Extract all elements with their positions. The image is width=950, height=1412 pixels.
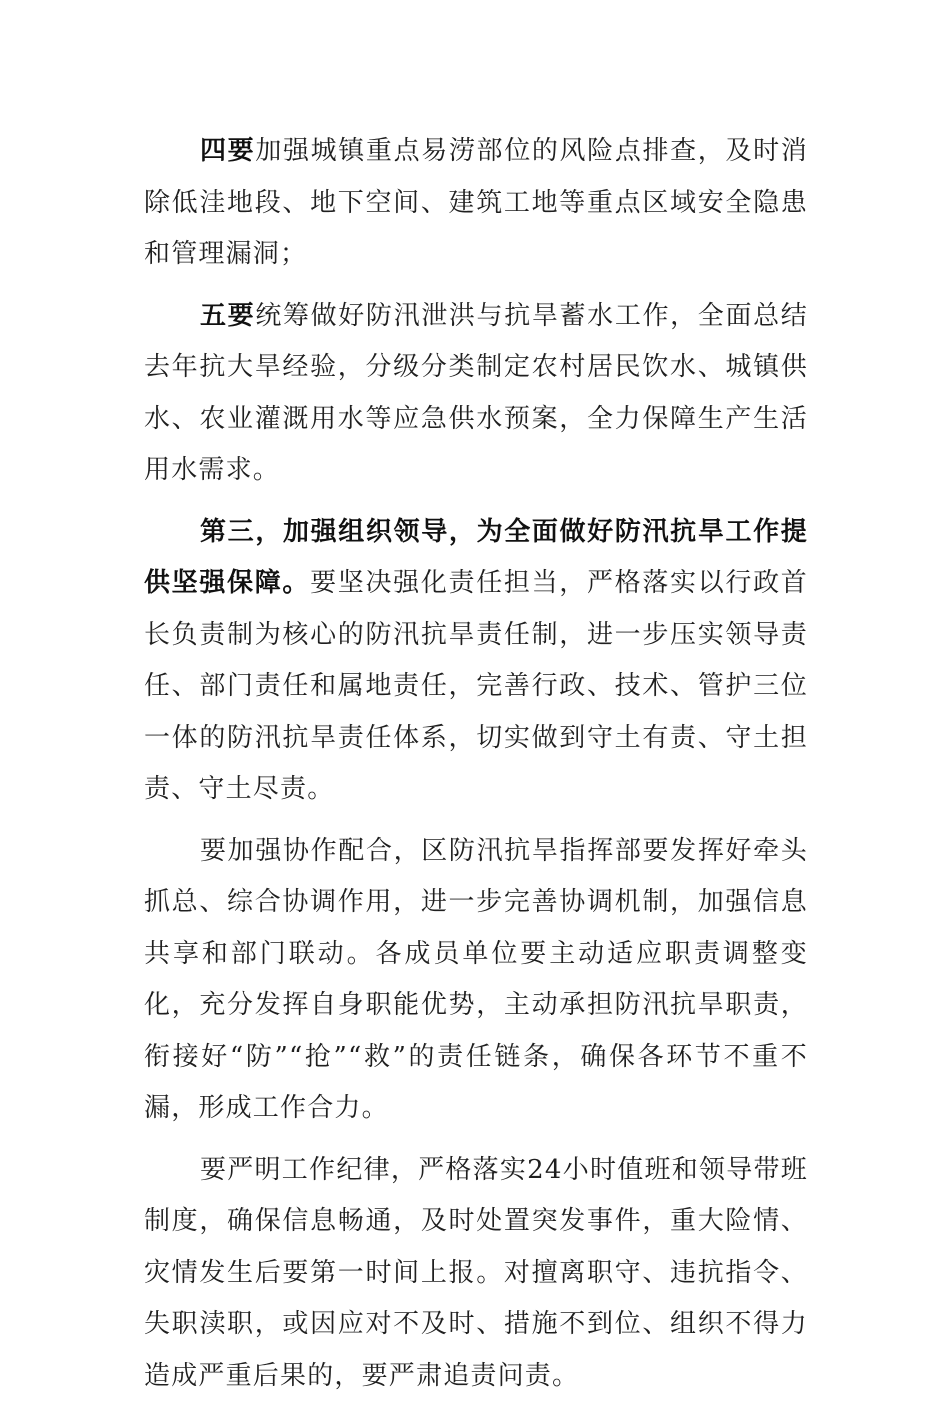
section-heading: 第三，加强组织领导，为全面做好防汛抗旱工作提供坚强保障。 bbox=[144, 516, 808, 598]
paragraph-text: 要坚决强化责任担当，严格落实以行政首长负责制为核心的防汛抗旱责任制，进一步压实领导责任、部门责任和属地责任，完善行政、技术、管护三位一体的防汛抗旱责任体系，切实做到守土有责、守土担责、守土尽责。 bbox=[144, 568, 808, 804]
paragraph-section-three bbox=[144, 507, 808, 816]
paragraph-text: 要严明工作纪律，严格落实24小时值班和领导带班制度，确保信息畅通，及时处置突发事件，重大险情、灾情发生后要第一时间上报。对擅离职守、违抗指令、失职渎职，或因应对不及时、措施不到位、组织不得力造成严重后果的，要严肃追责问责。 bbox=[144, 1154, 808, 1391]
document-body bbox=[144, 126, 808, 1412]
paragraph-lead: 五要 bbox=[200, 300, 256, 331]
paragraph-text: 加强城镇重点易涝部位的风险点排查，及时消除低洼地段、地下空间、建筑工地等重点区域安全隐患和管理漏洞； bbox=[144, 136, 808, 269]
paragraph-discipline bbox=[144, 1145, 808, 1403]
paragraph-coordination bbox=[144, 826, 808, 1135]
paragraph-text: 要加强协作配合，区防汛抗旱指挥部要发挥好牵头抓总、综合协调作用，进一步完善协调机制，加强信息共享和部门联动。各成员单位要主动适应职责调整变化，充分发挥自身职能优势，主动承担防汛抗旱职责，衔接好“防”“抢”“救”的责任链条，确保各环节不重不漏，形成工作合力。 bbox=[144, 835, 808, 1123]
paragraph-text: 统筹做好防汛泄洪与抗旱蓄水工作，全面总结去年抗大旱经验，分级分类制定农村居民饮水、城镇供水、农业灌溉用水等应急供水预案，全力保障生产生活用水需求。 bbox=[144, 300, 808, 485]
paragraph-four-requirement bbox=[144, 126, 808, 281]
paragraph-lead: 四要 bbox=[200, 136, 256, 166]
paragraph-five-requirement bbox=[144, 291, 808, 497]
